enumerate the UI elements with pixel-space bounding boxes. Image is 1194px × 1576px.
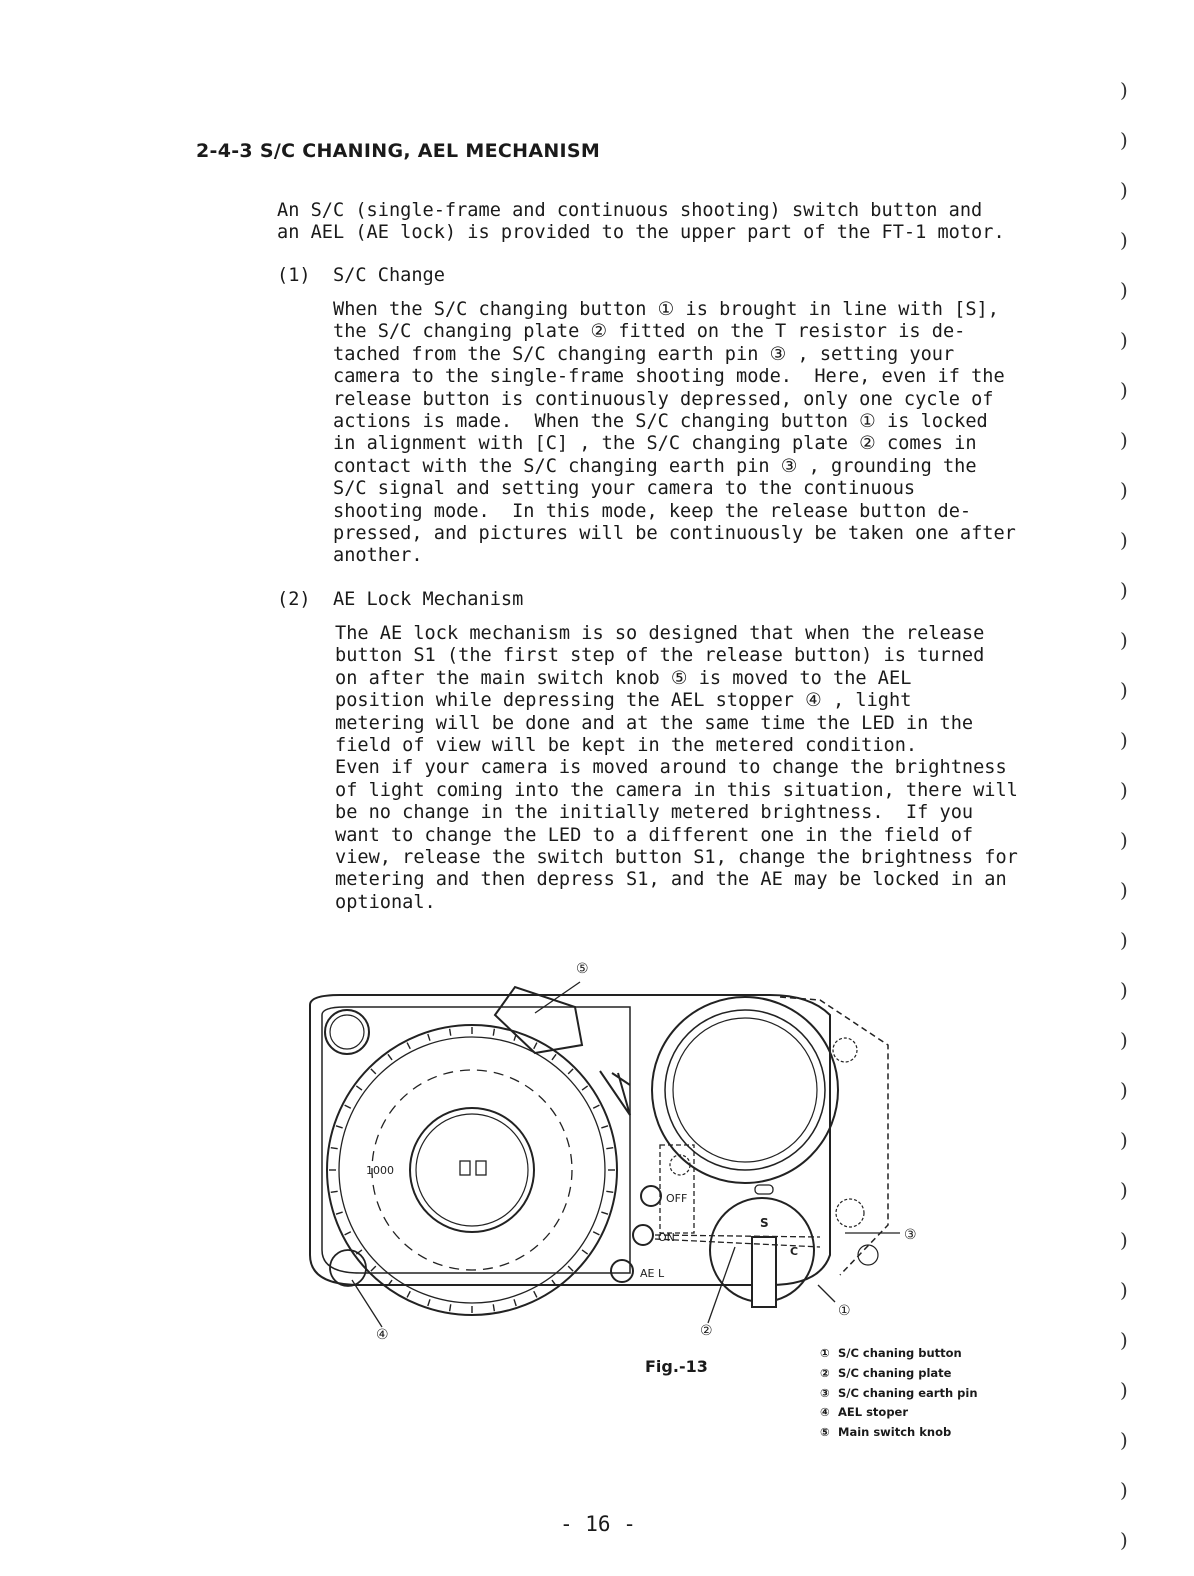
switch-area <box>660 1145 694 1233</box>
margin-mark: ) <box>1120 428 1128 452</box>
knurl-mark <box>606 1191 613 1192</box>
margin-mark: ) <box>1120 1178 1128 1202</box>
off-label: OFF <box>666 1192 688 1205</box>
subsection-title-sc-change: (1) S/C Change <box>277 265 445 286</box>
legend-text: Main switch knob <box>838 1425 952 1440</box>
knurl-mark <box>345 1105 351 1108</box>
knurl-mark <box>356 1086 362 1090</box>
knurl-mark <box>593 1105 599 1108</box>
margin-mark: ) <box>1120 778 1128 802</box>
housing-inner-outline <box>322 1007 630 1273</box>
subsection-title-ae-lock: (2) AE Lock Mechanism <box>277 589 524 610</box>
margin-mark: ) <box>1120 1028 1128 1052</box>
margin-mark: ) <box>1120 228 1128 252</box>
margin-mark: ) <box>1120 478 1128 502</box>
main-switch-knob <box>495 987 582 1053</box>
dial-center <box>410 1108 534 1232</box>
callout-3: ③ <box>904 1227 917 1243</box>
knurl-mark <box>407 1291 410 1297</box>
margin-mark: ) <box>1120 828 1128 852</box>
legend-item <box>820 1423 978 1443</box>
page-number: - 16 - <box>560 1512 636 1536</box>
legend-text: S/C chaning earth pin <box>838 1385 978 1400</box>
margin-mark: ) <box>1120 878 1128 902</box>
direction-arrow <box>600 1071 630 1115</box>
margin-mark: ) <box>1120 578 1128 602</box>
top-left-screw <box>325 1010 369 1054</box>
knurl-mark <box>428 1299 430 1306</box>
margin-mark: ) <box>1120 178 1128 202</box>
margin-mark: ) <box>1120 1228 1128 1252</box>
margin-mark: ) <box>1120 1278 1128 1302</box>
dial-label: 1000 <box>366 1164 394 1177</box>
legend-number: ① <box>820 1346 830 1360</box>
legend-item <box>820 1344 978 1364</box>
legend-text: S/C chaning button <box>838 1346 962 1360</box>
knurl-mark <box>582 1086 588 1090</box>
on-position <box>633 1225 653 1245</box>
knurl-mark <box>450 1029 451 1036</box>
ael-stopper <box>330 1250 366 1286</box>
legend-number: ④ <box>820 1405 830 1420</box>
knurl-mark <box>582 1250 588 1254</box>
legend-item <box>820 1403 978 1423</box>
motor-top-view-figure <box>300 955 920 1345</box>
margin-mark: ) <box>1120 378 1128 402</box>
knurl-mark <box>601 1126 608 1128</box>
margin-mark: ) <box>1120 328 1128 352</box>
margin-mark: ) <box>1120 278 1128 302</box>
margin-mark: ) <box>1120 1378 1128 1402</box>
off-position <box>641 1186 661 1206</box>
legend-text: AEL stoper <box>838 1405 909 1420</box>
margin-mark: ) <box>1120 678 1128 702</box>
callout-4: ④ <box>376 1327 389 1343</box>
legend-number: ③ <box>820 1385 830 1400</box>
margin-mark: ) <box>1120 1128 1128 1152</box>
intro-paragraph: An S/C (single-frame and continuous shooting) switch button and an AEL (AE lock) is provided to the upper part of the FT-1 motor. <box>277 200 1005 244</box>
margin-mark: ) <box>1120 1528 1128 1552</box>
legend-item <box>820 1384 978 1404</box>
knurl-mark <box>593 1232 599 1235</box>
figure-caption: Fig.-13 <box>645 1357 708 1376</box>
knurl-mark <box>345 1232 351 1235</box>
legend-item <box>820 1364 978 1384</box>
ae-lock-paragraph: The AE lock mechanism is so designed that when the release button S1 (the first step of the release button) is turned on after the main switch knob ⑤ is moved to the AEL position while depressing the AEL stopper ④ , light metering will be done and at the same time the LED in the field of view will be kept in the metered condition. Even if your camera is moved around to change the brightness of light coming into the camera in this situation, there will be no change in the initially metered brightness. If you want to change the LED to a different one in the field of view, release the switch button S1, change the brightness for metering and then depress S1, and the AE may be locked in an optional. <box>335 623 1018 913</box>
legend-number: ⑤ <box>820 1425 830 1440</box>
knurl-mark <box>534 1043 537 1049</box>
knurl-mark <box>514 1299 516 1306</box>
knurl-mark <box>601 1212 608 1214</box>
sc-changing-button <box>752 1237 776 1307</box>
knurl-mark <box>568 1069 573 1074</box>
callout-2: ② <box>700 1323 713 1339</box>
knurl-mark <box>552 1054 556 1060</box>
knurl-mark <box>428 1034 430 1041</box>
on-label: ON <box>658 1231 675 1244</box>
margin-mark: ) <box>1120 1078 1128 1102</box>
knurl-mark <box>331 1148 338 1149</box>
margin-mark: ) <box>1120 728 1128 752</box>
sc-change-paragraph: When the S/C changing button ① is brought in line with [S], the S/C changing plate ② fitted on the T resistor is de- tached from the S/C changing earth pin ③ , setting your camera to the single-frame shooting mode. Here, even if the release button is continuously depressed, only one cycle of actions is made. When the S/C changing button ① is locked in alignment with [C] , the S/C changing plate ② comes in contact with the S/C changing earth pin ③ , grounding the S/C signal and setting your camera to the continuous shooting mode. In this mode, keep the release button de- pressed, and pictures will be continuously be taken one after another. <box>333 299 1016 567</box>
margin-mark: ) <box>1120 128 1128 152</box>
figure-legend <box>820 1344 978 1443</box>
knurl-mark <box>493 1304 494 1311</box>
legend-text: S/C chaning plate <box>838 1365 952 1380</box>
knurl-mark <box>534 1291 537 1297</box>
margin-mark: ) <box>1120 1428 1128 1452</box>
binding-hole-marks <box>1110 0 1150 1576</box>
margin-mark: ) <box>1120 928 1128 952</box>
knurl-mark <box>331 1191 338 1192</box>
margin-mark: ) <box>1120 528 1128 552</box>
callout-1: ① <box>838 1303 851 1319</box>
margin-mark: ) <box>1120 78 1128 102</box>
callout-5: ⑤ <box>576 961 589 977</box>
knurl-mark <box>388 1054 392 1060</box>
s-label: S <box>760 1216 769 1230</box>
knurl-mark <box>606 1148 613 1149</box>
knurl-mark <box>450 1304 451 1311</box>
margin-mark: ) <box>1120 628 1128 652</box>
c-label: C <box>790 1245 799 1258</box>
knurl-mark <box>371 1069 376 1074</box>
section-heading: 2-4-3 S/C CHANING, AEL MECHANISM <box>196 140 601 162</box>
legend-number: ② <box>820 1365 830 1380</box>
knurl-mark <box>371 1266 376 1271</box>
knurl-mark <box>336 1212 343 1214</box>
knurl-mark <box>568 1266 573 1271</box>
knurl-mark <box>407 1043 410 1049</box>
ael-label: AE L <box>640 1267 665 1280</box>
margin-mark: ) <box>1120 978 1128 1002</box>
margin-mark: ) <box>1120 1478 1128 1502</box>
margin-mark: ) <box>1120 1328 1128 1352</box>
knurl-mark <box>336 1126 343 1128</box>
knurl-mark <box>493 1029 494 1036</box>
